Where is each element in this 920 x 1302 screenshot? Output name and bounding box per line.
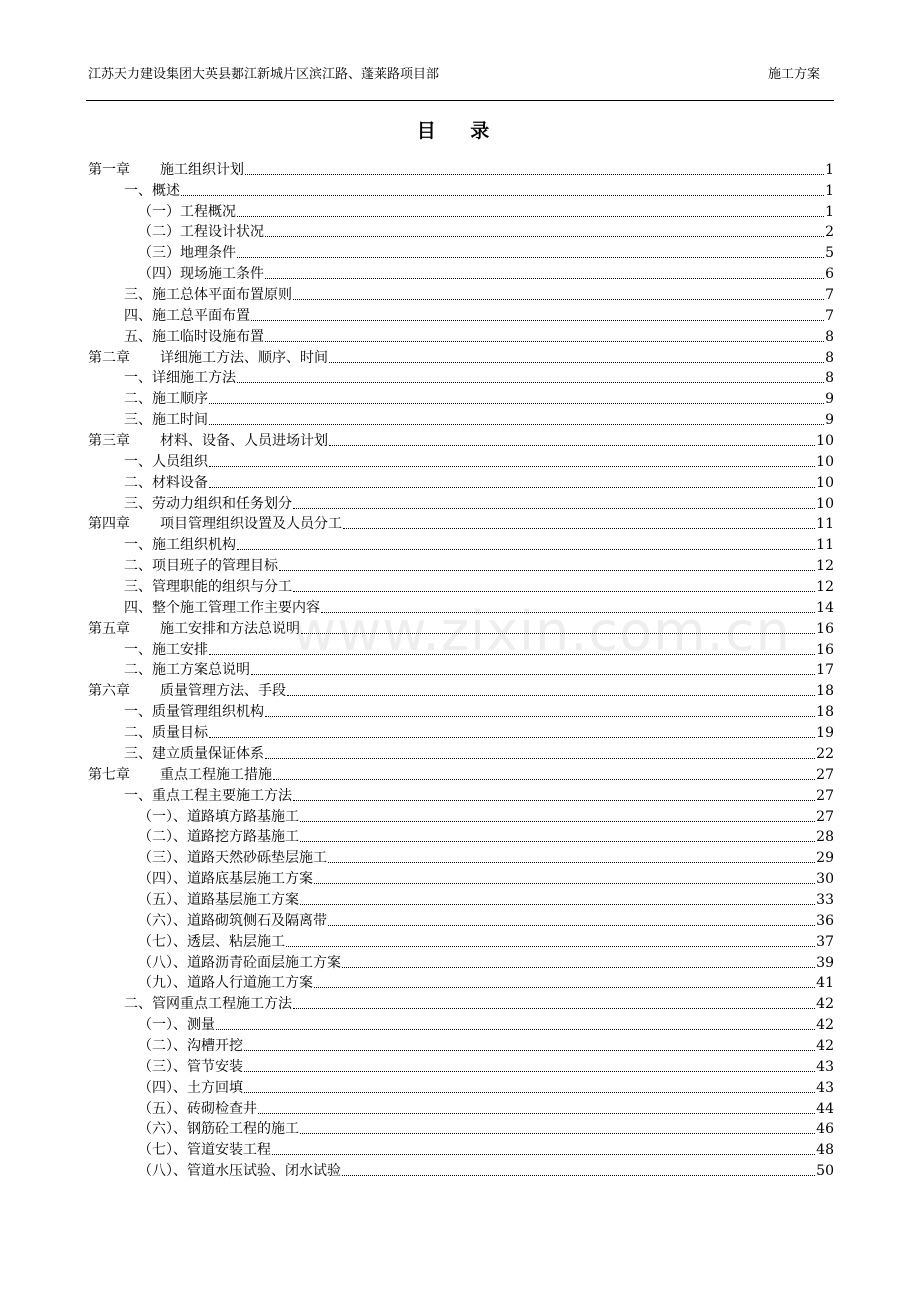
toc-entry-label: 二、材料设备 (124, 474, 208, 491)
toc-page-number: 9 (825, 391, 834, 408)
toc-entry-label: （八）、管道水压试验、闭水试验 (138, 1163, 341, 1180)
toc-entry[interactable] (88, 991, 834, 1012)
toc-page-number: 12 (816, 579, 834, 596)
toc-page-number: 18 (816, 683, 834, 700)
toc-entry-label: （三）、道路天然砂砾垫层施工 (138, 850, 327, 867)
toc-chapter-number: 第四章 (88, 516, 130, 533)
toc-chapter-number: 第三章 (88, 433, 130, 450)
toc-entry-label: （五）、道路基层施工方案 (138, 891, 299, 908)
toc-entry-label: 四、施工总平面布置 (124, 307, 250, 324)
toc-entry[interactable] (88, 845, 834, 866)
toc-entry[interactable] (88, 678, 834, 699)
toc-chapter-number: 第六章 (88, 683, 130, 700)
toc-entry[interactable] (88, 428, 834, 449)
toc-dot-leader (209, 423, 824, 425)
toc-page-number: 18 (816, 704, 834, 721)
toc-dot-leader (265, 340, 824, 342)
toc-page-number: 1 (825, 161, 834, 178)
toc-dot-leader (342, 1174, 815, 1176)
toc-page-number: 8 (825, 370, 834, 387)
toc-entry-label: （一）、道路填方路基施工 (138, 808, 299, 825)
toc-page-number: 46 (816, 1121, 834, 1138)
toc-entry-label: 二、项目班子的管理目标 (124, 558, 278, 575)
toc-dot-leader (329, 444, 815, 446)
toc-dot-leader (244, 1049, 815, 1051)
toc-page-number: 6 (825, 266, 834, 283)
toc-page-number: 33 (816, 891, 834, 908)
toc-entry-label: 三、施工时间 (124, 412, 208, 429)
toc-entry-label: 三、管理职能的组织与分工 (124, 579, 292, 596)
toc-entry-label: 三、劳动力组织和任务划分 (124, 495, 292, 512)
toc-dot-leader (343, 527, 815, 529)
toc-entry[interactable] (88, 178, 834, 199)
toc-entry-label: 二、质量目标 (124, 725, 208, 742)
toc-dot-leader (216, 1028, 815, 1030)
toc-entry[interactable] (88, 1096, 834, 1117)
toc-entry-label: （四）、土方回填 (138, 1079, 243, 1096)
toc-page-number: 27 (816, 808, 834, 825)
toc-page-number: 1 (825, 182, 834, 199)
toc-entry-label: （六）、钢筋砼工程的施工 (138, 1121, 299, 1138)
toc-dot-leader (272, 1153, 815, 1155)
toc-page-number: 50 (816, 1163, 834, 1180)
toc-entry[interactable] (88, 950, 834, 971)
toc-entry[interactable] (88, 887, 834, 908)
toc-page-number: 19 (816, 725, 834, 742)
toc-chapter-number: 第五章 (88, 620, 130, 637)
toc-entry[interactable] (88, 866, 834, 887)
toc-dot-leader (300, 903, 815, 905)
toc-page-number: 43 (816, 1079, 834, 1096)
toc-entry-label: 施工安排和方法总说明 (160, 620, 300, 637)
toc-entry[interactable] (88, 1117, 834, 1138)
toc-page-number: 8 (825, 349, 834, 366)
toc-entry-label: （五）、砖砌检查井 (138, 1100, 257, 1117)
toc-entry-label: 重点工程施工措施 (160, 766, 272, 783)
toc-entry-label: （七）、管道安装工程 (138, 1142, 271, 1159)
toc-dot-leader (265, 715, 815, 717)
page-title: 目 录 (416, 120, 504, 142)
toc-page-number: 17 (816, 662, 834, 679)
toc-entry-label: 施工组织计划 (160, 161, 244, 178)
toc-entry-label: 材料、设备、人员进场计划 (160, 433, 328, 450)
toc-dot-leader (293, 507, 815, 509)
toc-dot-leader (245, 173, 824, 175)
toc-entry-label: （四）、道路底基层施工方案 (138, 871, 313, 888)
toc-entry[interactable] (88, 470, 834, 491)
toc-entry-label: 质量管理方法、手段 (160, 683, 286, 700)
toc-entry[interactable] (88, 825, 834, 846)
toc-dot-leader (237, 256, 824, 258)
toc-dot-leader (237, 548, 815, 550)
toc-page-number: 48 (816, 1142, 834, 1159)
toc-entry-label: 一、施工组织机构 (124, 537, 236, 554)
toc-dot-leader (321, 611, 815, 613)
toc-entry[interactable] (88, 1054, 834, 1075)
toc-entry[interactable] (88, 512, 834, 533)
toc-dot-leader (251, 319, 824, 321)
toc-entry-label: 一、概述 (124, 182, 180, 199)
toc-dot-leader (329, 361, 824, 363)
toc-dot-leader (293, 590, 815, 592)
page-header (88, 64, 834, 86)
toc-page-number: 27 (816, 766, 834, 783)
toc-dot-leader (209, 653, 815, 655)
toc-entry[interactable] (88, 574, 834, 595)
toc-page-number: 28 (816, 829, 834, 846)
toc-entry-label: 四、整个施工管理工作主要内容 (124, 599, 320, 616)
toc-entry-label: （九）、道路人行道施工方案 (138, 975, 313, 992)
toc-page-number: 11 (816, 516, 834, 533)
toc-entry[interactable] (88, 908, 834, 929)
toc-page-number: 12 (816, 558, 834, 575)
toc-entry[interactable] (88, 1075, 834, 1096)
toc-entry-label: 详细施工方法、顺序、时间 (160, 349, 328, 366)
toc-entry[interactable] (88, 157, 834, 178)
toc-dot-leader (244, 1091, 815, 1093)
toc-entry-label: （三）、管节安装 (138, 1058, 243, 1075)
toc-page-number: 5 (825, 245, 834, 262)
toc-dot-leader (237, 215, 824, 217)
toc-dot-leader (293, 298, 824, 300)
watermark-text: www.zixin.com.cn (292, 600, 791, 663)
toc-dot-leader (265, 277, 824, 279)
toc-entry-label: （二）工程设计状况 (138, 224, 264, 241)
toc-dot-leader (314, 882, 815, 884)
toc-entry[interactable] (88, 1137, 834, 1158)
toc-dot-leader (300, 820, 815, 822)
toc-page-number: 42 (816, 1017, 834, 1034)
toc-entry-label: （四）现场施工条件 (138, 266, 264, 283)
toc-page-number: 42 (816, 996, 834, 1013)
toc-entry-label: 项目管理组织设置及人员分工 (160, 516, 342, 533)
toc-page-number: 1 (825, 203, 834, 220)
toc-entry[interactable] (88, 616, 834, 637)
toc-page-number: 42 (816, 1037, 834, 1054)
toc-page-number: 30 (816, 871, 834, 888)
toc-dot-leader (237, 381, 824, 383)
toc-entry-label: 三、建立质量保证体系 (124, 745, 264, 762)
toc-entry-label: 一、施工安排 (124, 641, 208, 658)
toc-dot-leader (209, 402, 824, 404)
toc-dot-leader (286, 945, 815, 947)
toc-page-number: 37 (816, 933, 834, 950)
toc-entry[interactable] (88, 595, 834, 616)
toc-entry-label: （二）、道路挖方路基施工 (138, 829, 299, 846)
toc-entry[interactable] (88, 199, 834, 220)
toc-dot-leader (258, 1112, 815, 1114)
toc-dot-leader (328, 924, 815, 926)
toc-entry[interactable] (88, 699, 834, 720)
toc-page-number: 8 (825, 328, 834, 345)
toc-entry-label: 五、施工临时设施布置 (124, 328, 264, 345)
toc-entry[interactable] (88, 220, 834, 241)
toc-page-number: 7 (825, 287, 834, 304)
toc-dot-leader (287, 694, 815, 696)
toc-dot-leader (342, 966, 815, 968)
header-project-name: 江苏天力建设集团大英县郪江新城片区滨江路、蓬莱路项目部 (88, 67, 440, 82)
toc-page-number: 10 (816, 495, 834, 512)
toc-page-number: 39 (816, 954, 834, 971)
toc-entry[interactable] (88, 783, 834, 804)
toc-page-number: 7 (825, 307, 834, 324)
toc-dot-leader (251, 673, 815, 675)
toc-entry[interactable] (88, 741, 834, 762)
toc-dot-leader (314, 986, 815, 988)
toc-entry[interactable] (88, 345, 834, 366)
toc-page-number: 10 (816, 453, 834, 470)
toc-page-number: 2 (825, 224, 834, 241)
toc-page-number: 36 (816, 912, 834, 929)
toc-entry[interactable] (88, 637, 834, 658)
toc-page-number: 16 (816, 641, 834, 658)
toc-entry[interactable] (88, 491, 834, 512)
toc-entry[interactable] (88, 282, 834, 303)
toc-entry-label: 二、施工方案总说明 (124, 662, 250, 679)
toc-entry-label: （一）、测量 (138, 1017, 215, 1034)
toc-entry-label: （一）工程概况 (138, 203, 236, 220)
toc-entry[interactable] (88, 553, 834, 574)
toc-dot-leader (265, 757, 815, 759)
toc-dot-leader (300, 840, 815, 842)
toc-entry[interactable] (88, 240, 834, 261)
toc-entry-label: 一、详细施工方法 (124, 370, 236, 387)
toc-dot-leader (293, 799, 815, 801)
toc-entry[interactable] (88, 303, 834, 324)
header-divider (86, 100, 834, 101)
toc-page-number: 27 (816, 787, 834, 804)
toc-entry[interactable] (88, 720, 834, 741)
toc-page-number: 10 (816, 433, 834, 450)
toc-entry[interactable] (88, 366, 834, 387)
toc-entry-label: 一、重点工程主要施工方法 (124, 787, 292, 804)
toc-entry-label: 一、质量管理组织机构 (124, 704, 264, 721)
toc-page-number: 29 (816, 850, 834, 867)
toc-chapter-number: 第一章 (88, 161, 130, 178)
toc-page-number: 22 (816, 745, 834, 762)
toc-page-number: 44 (816, 1100, 834, 1117)
toc-entry[interactable] (88, 762, 834, 783)
toc-entry-label: （三）地理条件 (138, 245, 236, 262)
toc-chapter-number: 第二章 (88, 349, 130, 366)
toc-entry[interactable] (88, 386, 834, 407)
toc-dot-leader (209, 736, 815, 738)
toc-page-number: 43 (816, 1058, 834, 1075)
toc-dot-leader (328, 861, 815, 863)
toc-chapter-number: 第七章 (88, 766, 130, 783)
toc-dot-leader (279, 569, 815, 571)
toc-dot-leader (209, 486, 815, 488)
toc-entry-label: （七）、透层、粘层施工 (138, 933, 285, 950)
toc-entry[interactable] (88, 1158, 834, 1179)
toc-entry[interactable] (88, 804, 834, 825)
toc-entry-label: （二）、沟槽开挖 (138, 1037, 243, 1054)
toc-entry-label: （六）、道路砌筑侧石及隔离带 (138, 912, 327, 929)
toc-entry-label: 三、施工总体平面布置原则 (124, 287, 292, 304)
toc-dot-leader (300, 1132, 815, 1134)
toc-entry[interactable] (88, 532, 834, 553)
toc-page-number: 10 (816, 474, 834, 491)
toc-entry-label: 一、人员组织 (124, 453, 208, 470)
toc-page-number: 11 (816, 537, 834, 554)
header-doc-type: 施工方案 (767, 67, 820, 82)
toc-dot-leader (293, 1007, 815, 1009)
toc-page-number: 9 (825, 412, 834, 429)
toc-dot-leader (301, 632, 815, 634)
toc-entry[interactable] (88, 1033, 834, 1054)
toc-page-number: 14 (816, 599, 834, 616)
toc-dot-leader (273, 778, 815, 780)
toc-entry[interactable] (88, 324, 834, 345)
toc-entry-label: 二、施工顺序 (124, 391, 208, 408)
toc-page-number: 41 (816, 975, 834, 992)
toc-dot-leader (265, 235, 824, 237)
toc-entry-label: （八）、道路沥青砼面层施工方案 (138, 954, 341, 971)
toc-entry[interactable] (88, 658, 834, 679)
toc-entry[interactable] (88, 1012, 834, 1033)
toc-entry-label: 二、管网重点工程施工方法 (124, 996, 292, 1013)
toc-dot-leader (209, 465, 815, 467)
table-of-contents (88, 157, 834, 1179)
toc-dot-leader (244, 1070, 815, 1072)
toc-page-number: 16 (816, 620, 834, 637)
toc-entry[interactable] (88, 449, 834, 470)
toc-entry[interactable] (88, 261, 834, 282)
toc-dot-leader (181, 194, 824, 196)
toc-entry[interactable] (88, 971, 834, 992)
toc-entry[interactable] (88, 929, 834, 950)
toc-entry[interactable] (88, 407, 834, 428)
